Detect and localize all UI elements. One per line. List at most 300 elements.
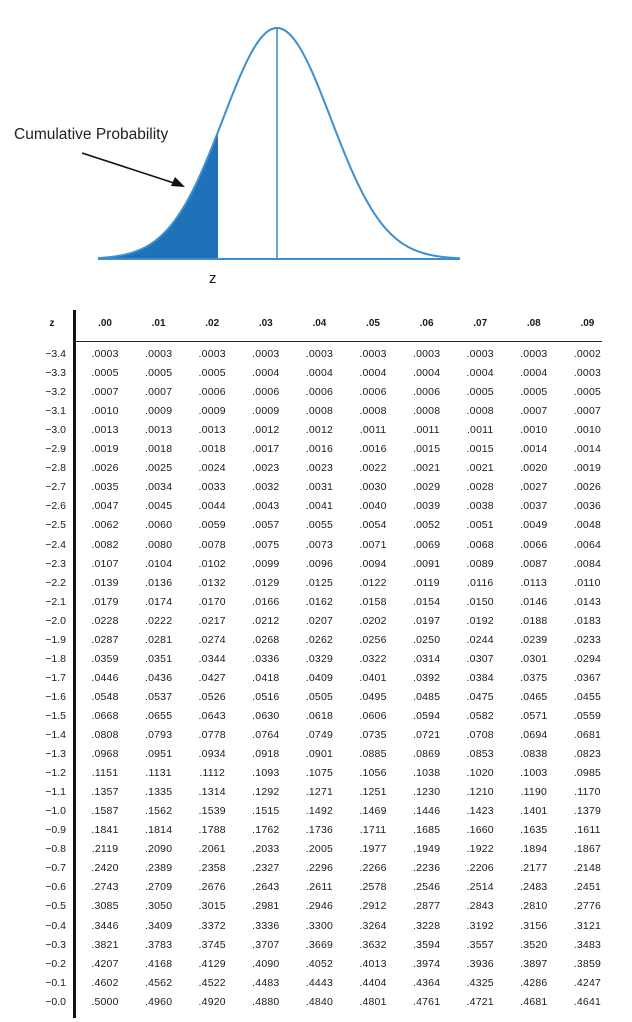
probability-cell: .0274 [198, 633, 226, 646]
probability-cell: .0301 [520, 652, 548, 665]
probability-cell: .0007 [91, 386, 119, 399]
shaded-cumulative-area [98, 132, 218, 259]
probability-cell: .4880 [252, 995, 280, 1008]
z-table [30, 310, 606, 1018]
probability-cell: .0010 [91, 405, 119, 418]
probability-cell: .2514 [466, 881, 494, 894]
probability-cell: .0008 [466, 405, 494, 418]
column-header: .05 [366, 318, 380, 329]
probability-cell: .0749 [305, 729, 334, 741]
probability-cell: .0007 [520, 405, 548, 418]
probability-cell: .0016 [359, 443, 387, 456]
probability-cell: .1210 [466, 786, 494, 799]
probability-cell: .1762 [252, 824, 280, 837]
probability-cell: .4920 [198, 995, 226, 1008]
z-value-cell: −3.4 [45, 348, 66, 360]
probability-cell: .0005 [91, 367, 119, 380]
z-value-cell: −2.0 [45, 614, 66, 627]
z-value-cell: −0.8 [45, 843, 66, 856]
probability-cell: .0005 [466, 386, 494, 399]
probability-cell: .1020 [466, 767, 494, 780]
probability-cell: .0012 [305, 424, 334, 437]
probability-cell: .0044 [198, 500, 226, 513]
probability-cell: .0233 [573, 633, 602, 646]
z-value-cell: −2.9 [45, 443, 66, 456]
probability-cell: .0091 [412, 557, 441, 570]
probability-cell: .4562 [144, 976, 173, 989]
probability-cell: .3409 [144, 919, 173, 932]
probability-cell: .3446 [91, 919, 119, 932]
probability-cell: .0250 [412, 633, 441, 646]
probability-cell: .0630 [252, 709, 280, 722]
probability-cell: .2578 [359, 881, 387, 894]
table-row [30, 843, 606, 862]
probability-cell: .1335 [144, 786, 173, 799]
table-row [30, 558, 606, 577]
probability-cell: .0006 [198, 386, 226, 399]
table-row [30, 615, 606, 634]
probability-cell: .0107 [91, 557, 119, 570]
probability-cell: .0122 [359, 576, 387, 589]
probability-cell: .0011 [413, 424, 440, 437]
probability-cell: .3121 [573, 919, 602, 932]
probability-cell: .0049 [520, 519, 548, 532]
probability-cell: .0005 [573, 386, 602, 399]
probability-cell: .1814 [144, 824, 173, 837]
probability-cell: .4522 [198, 976, 226, 989]
probability-cell: .0559 [573, 709, 602, 722]
probability-cell: .0021 [412, 462, 441, 475]
probability-cell: .0009 [252, 405, 280, 418]
probability-cell: .0643 [198, 709, 226, 722]
z-value-cell: −1.7 [45, 671, 66, 684]
probability-cell: .0823 [573, 748, 602, 761]
probability-cell: .3300 [305, 919, 334, 932]
probability-cell: .4960 [144, 995, 173, 1008]
probability-cell: .0179 [91, 595, 119, 608]
z-value-cell: −2.1 [45, 595, 66, 608]
z-value-cell: −3.3 [45, 367, 66, 380]
probability-cell: .0885 [359, 748, 387, 761]
probability-cell: .3192 [466, 919, 494, 932]
probability-cell: .0003 [198, 348, 226, 360]
probability-cell: .1660 [466, 824, 494, 837]
table-row [30, 462, 606, 481]
probability-cell: .0281 [144, 633, 173, 646]
table-row [30, 481, 606, 500]
probability-cell: .2206 [466, 862, 494, 875]
probability-cell: .3015 [198, 900, 226, 913]
probability-cell: .1379 [573, 805, 602, 818]
z-value-cell: −2.8 [45, 462, 66, 475]
probability-cell: .0384 [466, 671, 494, 684]
probability-cell: .1894 [520, 843, 548, 856]
column-header: .08 [526, 318, 541, 329]
probability-cell: .0485 [412, 690, 441, 703]
probability-cell: .1685 [412, 824, 441, 837]
probability-cell: .0096 [305, 557, 334, 570]
probability-cell: .0968 [91, 748, 119, 761]
table-row [30, 348, 606, 367]
probability-cell: .0951 [144, 748, 173, 761]
probability-cell: .0793 [144, 729, 173, 741]
probability-cell: .0080 [144, 538, 173, 551]
probability-cell: .4129 [198, 957, 226, 970]
probability-cell: .0052 [412, 519, 441, 532]
column-header: .06 [419, 318, 434, 329]
probability-cell: .0681 [573, 729, 602, 741]
table-row [30, 996, 606, 1015]
probability-cell: .0006 [359, 386, 387, 399]
probability-cell: .3483 [573, 938, 602, 951]
probability-cell: .3520 [520, 938, 548, 951]
probability-cell: .0918 [252, 748, 280, 761]
probability-cell: .1949 [412, 843, 441, 856]
z-value-cell: −2.3 [45, 557, 66, 570]
probability-cell: .0129 [252, 576, 280, 589]
probability-cell: .2843 [466, 900, 494, 913]
probability-cell: .3897 [520, 957, 548, 970]
probability-cell: .0013 [198, 424, 226, 437]
probability-cell: .4013 [359, 957, 387, 970]
probability-cell: .0059 [198, 519, 226, 532]
table-row [30, 424, 606, 443]
probability-cell: .1977 [359, 843, 387, 856]
column-header: .07 [473, 318, 488, 329]
table-row [30, 596, 606, 615]
probability-cell: .0023 [305, 462, 334, 475]
probability-cell: .0170 [198, 595, 226, 608]
table-row [30, 386, 606, 405]
probability-cell: .0125 [305, 576, 334, 589]
probability-cell: .4801 [359, 995, 387, 1008]
probability-cell: .1003 [520, 767, 548, 780]
probability-cell: .1271 [305, 786, 334, 799]
probability-cell: .0146 [520, 595, 548, 608]
probability-cell: .0294 [573, 652, 602, 665]
table-row [30, 862, 606, 881]
z-value-cell: −1.2 [45, 767, 66, 780]
probability-cell: .4641 [573, 995, 602, 1008]
probability-cell: .4325 [466, 976, 494, 989]
probability-cell: .2776 [573, 900, 602, 913]
z-value-cell: −0.9 [45, 824, 66, 837]
probability-cell: .0344 [198, 652, 226, 665]
z-value-cell: −2.2 [45, 576, 66, 589]
probability-cell: .0505 [305, 690, 334, 703]
probability-cell: .2296 [305, 862, 334, 875]
z-value-cell: −0.4 [45, 919, 66, 932]
probability-cell: .1357 [91, 786, 119, 799]
probability-cell: .1292 [252, 786, 280, 799]
probability-cell: .0010 [520, 424, 548, 437]
normal-curve-figure [0, 0, 632, 300]
probability-cell: .0516 [252, 690, 280, 703]
probability-cell: .0934 [198, 748, 226, 761]
table-row [30, 539, 606, 558]
probability-cell: .0017 [252, 443, 280, 456]
probability-cell: .0158 [359, 595, 387, 608]
probability-cell: .0013 [91, 424, 119, 437]
probability-cell: .0655 [144, 709, 173, 722]
table-row [30, 500, 606, 519]
probability-cell: .0003 [359, 348, 387, 360]
probability-cell: .2420 [91, 862, 119, 875]
probability-cell: .0066 [520, 538, 548, 551]
probability-cell: .0051 [466, 519, 494, 532]
probability-cell: .0018 [198, 443, 226, 456]
z-value-cell: −1.9 [45, 633, 66, 646]
probability-cell: .3336 [252, 919, 280, 932]
table-row [30, 977, 606, 996]
probability-cell: .0418 [252, 671, 280, 684]
probability-cell: .1711 [359, 824, 387, 837]
probability-cell: .0307 [466, 652, 494, 665]
z-value-cell: −1.0 [45, 805, 66, 818]
probability-cell: .0036 [573, 500, 602, 513]
probability-cell: .1093 [252, 767, 280, 780]
probability-cell: .0039 [412, 500, 441, 513]
probability-cell: .3156 [520, 919, 548, 932]
probability-cell: .2743 [91, 881, 119, 894]
probability-cell: .1151 [91, 767, 119, 780]
arrow-line [82, 153, 177, 184]
probability-cell: .0055 [305, 519, 334, 532]
probability-cell: .3085 [91, 900, 119, 913]
probability-cell: .0582 [466, 709, 494, 722]
cumulative-probability-label: Cumulative Probability [14, 126, 169, 143]
probability-cell: .3632 [359, 938, 387, 951]
probability-cell: .0004 [252, 367, 280, 380]
probability-cell: .0764 [252, 729, 280, 741]
probability-cell: .0455 [573, 690, 602, 703]
probability-cell: .0007 [573, 405, 602, 418]
probability-cell: .0475 [466, 690, 494, 703]
probability-cell: .0009 [198, 405, 226, 418]
probability-cell: .0197 [412, 614, 441, 627]
probability-cell: .0735 [359, 729, 387, 741]
probability-cell: .0392 [412, 671, 441, 684]
probability-cell: .0026 [91, 462, 119, 475]
probability-cell: .4443 [305, 976, 334, 989]
probability-cell: .0037 [520, 500, 548, 513]
probability-cell: .0436 [144, 671, 173, 684]
probability-cell: .0089 [466, 557, 494, 570]
probability-cell: .0104 [144, 557, 173, 570]
probability-cell: .0594 [412, 709, 441, 722]
probability-cell: .2912 [359, 900, 387, 913]
probability-cell: .0099 [252, 557, 280, 570]
z-value-cell: −1.8 [45, 652, 66, 665]
column-header: .02 [205, 318, 220, 329]
probability-cell: .1401 [520, 805, 548, 818]
probability-cell: .0035 [91, 481, 119, 494]
probability-cell: .0004 [305, 367, 334, 380]
z-value-cell: −0.2 [45, 957, 66, 970]
z-value-cell: −0.0 [45, 995, 66, 1008]
probability-cell: .3557 [466, 938, 494, 951]
probability-cell: .0002 [573, 348, 602, 360]
probability-cell: .0207 [305, 614, 334, 627]
probability-cell: .0808 [91, 729, 119, 741]
probability-cell: .1611 [574, 824, 601, 837]
probability-cell: .0222 [144, 614, 173, 627]
probability-cell: .0071 [359, 538, 387, 551]
header-divider [74, 341, 602, 342]
probability-cell: .0256 [359, 633, 387, 646]
probability-cell: .0009 [144, 405, 173, 418]
probability-cell: .0043 [252, 500, 280, 513]
probability-cell: .4090 [252, 957, 280, 970]
probability-cell: .0778 [198, 729, 226, 741]
probability-cell: .0329 [305, 652, 334, 665]
table-row [30, 367, 606, 386]
probability-cell: .2676 [198, 881, 226, 894]
probability-cell: .0021 [466, 462, 494, 475]
probability-cell: .0154 [412, 595, 441, 608]
probability-cell: .0062 [91, 519, 119, 532]
probability-cell: .1190 [520, 786, 548, 799]
probability-cell: .5000 [91, 995, 119, 1008]
z-value-cell: −2.7 [45, 481, 66, 494]
probability-cell: .2061 [198, 843, 226, 856]
probability-cell: .0003 [144, 348, 173, 360]
probability-cell: .0119 [413, 576, 440, 589]
probability-cell: .3821 [91, 938, 119, 951]
probability-cell: .0006 [305, 386, 334, 399]
probability-cell: .0025 [144, 462, 173, 475]
z-value-cell: −0.3 [45, 938, 66, 951]
probability-cell: .0073 [305, 538, 334, 551]
probability-cell: .0048 [573, 519, 602, 532]
probability-cell: .0446 [91, 671, 119, 684]
probability-cell: .2327 [252, 862, 280, 875]
probability-cell: .0427 [198, 671, 226, 684]
z-value-cell: −1.1 [45, 786, 66, 799]
probability-cell: .0150 [466, 595, 494, 608]
probability-cell: .1515 [252, 805, 280, 818]
probability-cell: .0116 [466, 576, 494, 589]
table-row [30, 443, 606, 462]
probability-cell: .0003 [252, 348, 280, 360]
probability-cell: .0004 [466, 367, 494, 380]
probability-cell: .0287 [91, 633, 119, 646]
probability-cell: .1170 [574, 786, 601, 799]
probability-cell: .0018 [144, 443, 173, 456]
probability-cell: .0003 [305, 348, 334, 360]
probability-cell: .0004 [412, 367, 441, 380]
probability-cell: .3264 [359, 919, 387, 932]
probability-cell: .4052 [305, 957, 334, 970]
probability-cell: .0228 [91, 614, 119, 627]
z-value-cell: −3.0 [45, 424, 66, 437]
table-row [30, 653, 606, 672]
probability-cell: .0004 [359, 367, 387, 380]
probability-cell: .0869 [412, 748, 441, 761]
probability-cell: .1038 [412, 767, 441, 780]
probability-cell: .1736 [305, 824, 334, 837]
probability-cell: .0985 [573, 767, 602, 780]
probability-cell: .1131 [145, 767, 172, 780]
probability-cell: .1635 [520, 824, 548, 837]
probability-cell: .0375 [520, 671, 548, 684]
table-row [30, 958, 606, 977]
probability-cell: .0005 [144, 367, 173, 380]
table-row [30, 577, 606, 596]
probability-cell: .2946 [305, 900, 334, 913]
probability-cell: .0901 [305, 748, 334, 761]
probability-cell: .0003 [466, 348, 494, 360]
probability-cell: .2611 [306, 881, 333, 894]
probability-cell: .0024 [198, 462, 226, 475]
probability-cell: .0239 [520, 633, 548, 646]
probability-cell: .1314 [198, 786, 226, 799]
probability-cell: .0082 [91, 538, 119, 551]
probability-cell: .3707 [252, 938, 280, 951]
probability-cell: .2119 [91, 843, 119, 856]
probability-cell: .0606 [359, 709, 387, 722]
probability-cell: .2981 [252, 900, 280, 913]
probability-cell: .0694 [520, 729, 548, 741]
column-header: .04 [312, 318, 327, 329]
probability-cell: .4247 [573, 976, 602, 989]
column-header: .03 [258, 318, 273, 329]
probability-cell: .3745 [198, 938, 226, 951]
probability-cell: .0853 [466, 748, 494, 761]
table-row [30, 881, 606, 900]
probability-cell: .0011 [466, 424, 494, 437]
probability-cell: .0132 [198, 576, 226, 589]
probability-cell: .1562 [144, 805, 173, 818]
probability-cell: .0721 [412, 729, 441, 741]
probability-cell: .0244 [466, 633, 494, 646]
probability-cell: .0174 [144, 595, 173, 608]
probability-cell: .0023 [252, 462, 280, 475]
table-row [30, 939, 606, 958]
probability-cell: .2005 [305, 843, 334, 856]
probability-cell: .0026 [573, 481, 602, 494]
probability-cell: .0033 [198, 481, 226, 494]
probability-cell: .4761 [412, 995, 441, 1008]
probability-cell: .0019 [573, 462, 602, 475]
probability-cell: .1469 [359, 805, 387, 818]
probability-cell: .0003 [573, 367, 602, 380]
z-value-cell: −0.6 [45, 881, 66, 894]
probability-cell: .0028 [466, 481, 494, 494]
probability-cell: .0401 [359, 671, 387, 684]
probability-cell: .0192 [466, 614, 494, 627]
z-value-cell: −1.6 [45, 690, 66, 703]
table-row [30, 920, 606, 939]
z-column-header: z [49, 318, 55, 329]
probability-cell: .0618 [305, 709, 334, 722]
z-value-cell: −1.5 [45, 709, 66, 722]
z-value-cell: −2.5 [45, 519, 66, 532]
probability-cell: .0351 [144, 652, 173, 665]
table-row [30, 691, 606, 710]
probability-cell: .2483 [520, 881, 548, 894]
probability-cell: .0110 [574, 576, 601, 589]
probability-cell: .0034 [144, 481, 173, 494]
probability-cell: .0409 [305, 671, 334, 684]
probability-cell: .0087 [520, 557, 548, 570]
probability-cell: .0019 [91, 443, 119, 456]
table-row [30, 672, 606, 691]
probability-cell: .0526 [198, 690, 226, 703]
probability-cell: .4483 [252, 976, 280, 989]
probability-cell: .2148 [573, 862, 602, 875]
probability-cell: .0014 [573, 443, 602, 456]
